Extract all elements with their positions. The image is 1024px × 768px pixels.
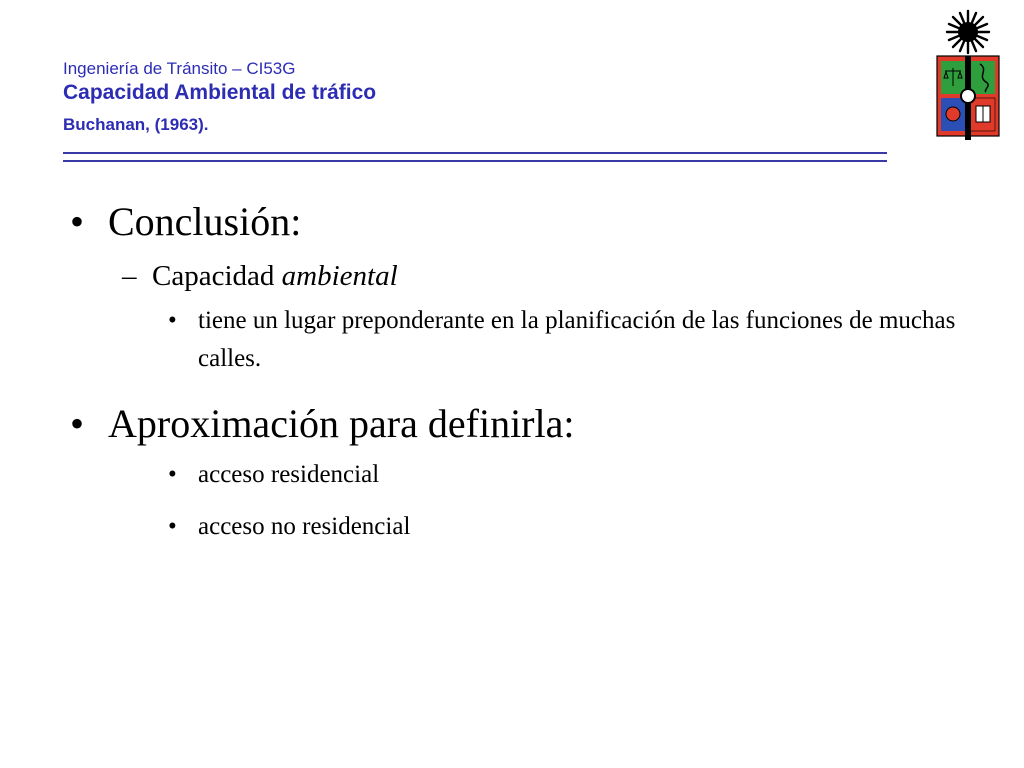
bullet-item	[70, 398, 970, 450]
slide-title: Capacidad Ambiental de tráfico	[63, 81, 377, 104]
university-crest-icon	[934, 6, 1002, 140]
sub-bullet-text: Capacidad	[152, 260, 275, 292]
slide-header	[63, 58, 376, 136]
slide-body	[70, 196, 970, 546]
bullet-marker: •	[168, 461, 177, 488]
bullet-item	[70, 196, 970, 248]
dash-marker: –	[122, 260, 137, 292]
bullet-marker: •	[70, 401, 85, 446]
course-name: Ingeniería de Tránsito – CI53G	[63, 59, 296, 78]
sub-sub-bullet-text: acceso no residencial	[198, 513, 411, 540]
bullet-marker: •	[168, 307, 177, 334]
sub-sub-bullet-item	[168, 456, 970, 494]
bullet-text: Conclusión:	[108, 199, 302, 244]
bullet-marker: •	[168, 513, 177, 540]
sub-sub-bullet-text: tiene un lugar preponderante en la planificación de las funciones de muchas calles.	[198, 307, 956, 372]
sub-bullet-item	[122, 256, 970, 296]
crest-star	[947, 11, 989, 53]
bullet-marker: •	[70, 199, 85, 244]
sub-sub-bullet-item	[168, 508, 970, 546]
sub-sub-bullet-text: acceso residencial	[198, 461, 380, 488]
header-divider-top	[63, 152, 887, 154]
bullet-text: Aproximación para definirla:	[108, 401, 575, 446]
header-divider-bottom	[63, 160, 887, 162]
sub-sub-bullet-item	[168, 302, 970, 378]
sub-bullet-emphasis: ambiental	[281, 260, 398, 292]
source-citation: Buchanan, (1963).	[63, 115, 209, 134]
